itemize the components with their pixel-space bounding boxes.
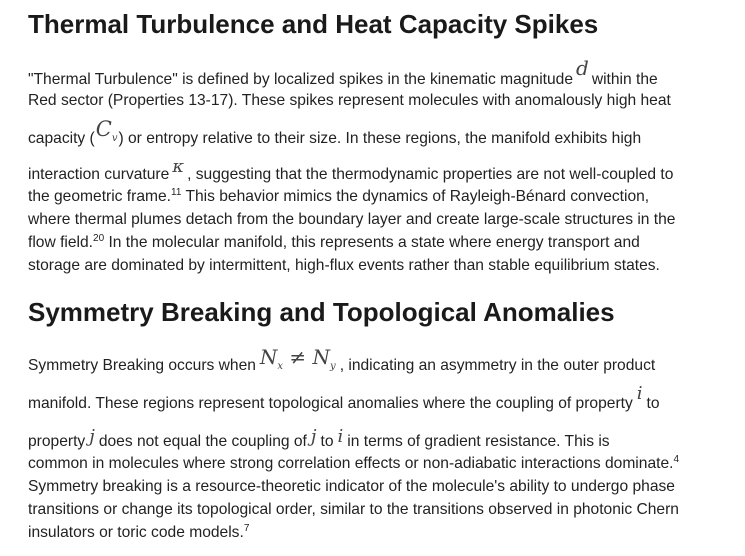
text-span: , suggesting that the thermodynamic properties are not well-coupled to <box>187 166 674 183</box>
math-j-symbol: j <box>310 426 317 447</box>
para1-line <box>28 117 642 148</box>
math-n: N <box>312 345 331 369</box>
text-span: "Thermal Turbulence" is defined by localized spikes in the kinematic magnitude <box>28 71 574 88</box>
text-span: ) or entropy relative to their size. In these regions, the manifold exhibits high <box>118 130 642 147</box>
math-subscript-y: y <box>330 361 336 372</box>
para2-line <box>28 498 679 521</box>
text-span: flow field. <box>28 234 94 251</box>
para1-line <box>28 185 649 208</box>
text-span: Red sector (Properties 13-17). These spikes represent molecules with anomalously high heat <box>28 92 671 109</box>
section-heading-thermal-turbulence: Thermal Turbulence and Heat Capacity Spikes <box>28 9 599 39</box>
para2-line <box>28 345 656 375</box>
text-span: in terms of gradient resistance. This is <box>347 433 610 450</box>
citation-superscript[interactable]: 11 <box>171 186 182 198</box>
para1-line <box>28 56 658 89</box>
para2-line <box>28 383 660 414</box>
text-span: insulators or toric code models. <box>28 524 244 541</box>
section-heading-symmetry-breaking: Symmetry Breaking and Topological Anomalies <box>28 297 615 327</box>
text-span: to <box>646 395 660 412</box>
text-span: manifold. These regions represent topological anomalies where the coupling of property <box>28 395 633 412</box>
math-i-symbol: i <box>636 383 643 404</box>
text-span: storage are dominated by intermittent, high-flux events rather than stable equilibrium states. <box>28 257 660 274</box>
math-subscript-x: x <box>277 361 284 372</box>
text-span: , indicating an asymmetry in the outer product <box>339 357 656 374</box>
citation-superscript[interactable]: 20 <box>93 232 105 244</box>
para2-line <box>28 426 610 452</box>
text-span: does not equal the coupling of <box>98 433 307 450</box>
para2-line <box>28 452 679 475</box>
text-span: This behavior mimics the dynamics of Rayleigh-Bénard convection, <box>181 188 650 205</box>
para1-line <box>28 254 660 277</box>
math-j-symbol: j <box>89 426 95 447</box>
text-span: property <box>28 433 86 450</box>
para1-line <box>28 208 675 231</box>
text-span: common in molecules where strong correlation effects or non-adiabatic interactions dominate. <box>28 455 674 472</box>
math-kappa-symbol: κ <box>172 156 185 177</box>
math-nx-neq-ny <box>256 345 340 372</box>
citation-superscript[interactable]: 4 <box>673 453 680 465</box>
text-span: capacity ( <box>28 130 95 147</box>
text-span: interaction curvature <box>28 166 170 183</box>
para1-line <box>28 156 674 185</box>
text-span: within the <box>591 71 658 88</box>
math-n: N <box>259 345 278 369</box>
math-c: C <box>95 117 112 141</box>
text-span: transitions or change its topological order, similar to the transitions observed in photonic Chern <box>28 501 679 518</box>
math-subscript-v: v <box>111 133 118 145</box>
text-span: In the molecular manifold, this represents a state where energy transport and <box>104 234 640 251</box>
math-i-symbol: i <box>337 426 344 447</box>
text-span: to <box>320 433 334 450</box>
text-span: the geometric frame. <box>28 188 172 205</box>
citation-superscript[interactable]: 7 <box>243 522 250 534</box>
text-span: Symmetry Breaking occurs when <box>28 357 256 374</box>
para1-line <box>28 89 671 112</box>
math-d-symbol: d <box>576 56 589 80</box>
para1-line <box>28 231 640 254</box>
text-span: where thermal plumes detach from the boundary layer and create large-scale structures in the <box>28 211 676 228</box>
text-span: Symmetry breaking is a resource-theoretic indicator of the molecule's ability to undergo phase <box>28 478 675 495</box>
math-heat-capacity-symbol <box>95 117 119 145</box>
para2-line <box>28 475 675 498</box>
para2-line <box>28 521 249 544</box>
math-neq: ≠ <box>289 345 307 369</box>
